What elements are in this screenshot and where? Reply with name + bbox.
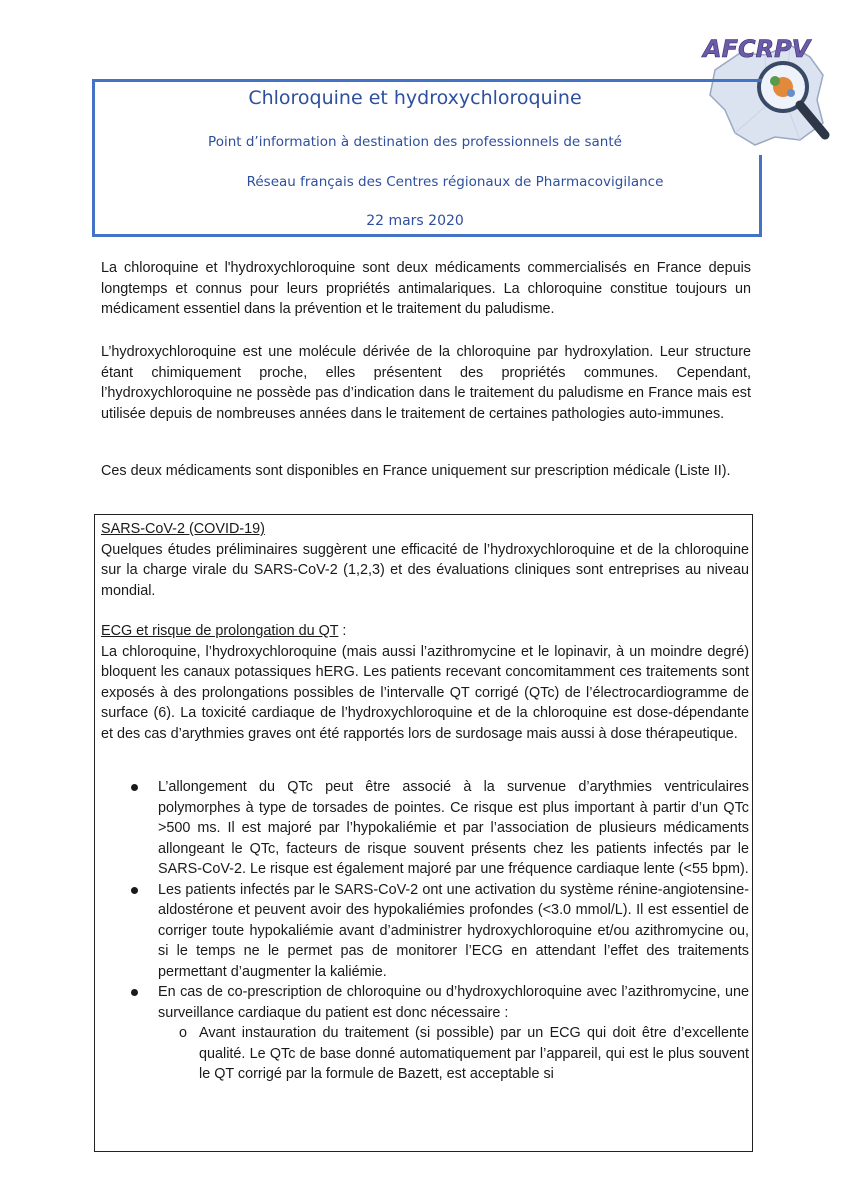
list-item <box>101 982 749 1085</box>
intro-paragraph-2: L’hydroxychloroquine est une molécule dérivée de la chloroquine par hydroxylation. Leur structure étant chimiquement proche, elles présentent des propriétés communes. Cependant, l’hydroxychloroquine ne possède pas d’indication dans le traitement du paludisme en France mais est utilisée depuis de nombreuses années dans le traitement de certaines pathologies auto-immunes. <box>101 344 751 422</box>
document-title: Chloroquine et hydroxychloroquine <box>248 87 582 109</box>
bullet-icon <box>131 989 138 996</box>
ecg-heading-line <box>101 621 749 642</box>
bullet-text: L’allongement du QTc peut être associé à la survenue d’arythmies ventriculaires polymorphes à type de torsades de pointes. Ce risque est plus important à partir d’un QTc >500 ms. Il est majoré par l’hypokaliémie et par l’association de plusieurs médicaments allongeant le QTc, facteurs de risque souvent présents chez les patients infectés par le SARS-CoV-2. Le risque est également majoré par une fréquence cardiaque lente (<55 bpm). <box>158 779 749 877</box>
intro-paragraph-3: Ces deux médicaments sont disponibles en France uniquement sur prescription médicale (Liste II). <box>101 463 731 479</box>
sub-bullet-icon: o <box>179 1025 188 1041</box>
network-name: Réseau français des Centres régionaux de Pharmacovigilance <box>246 174 664 190</box>
bullet-icon <box>131 887 138 894</box>
sub-list-item <box>101 1023 749 1085</box>
logo-text: AFCRPV <box>703 35 811 63</box>
sub-item-text: Avant instauration du traitement (si possible) par un ECG qui doit être d’excellente qualité. Le QTc de base donné automatiquement par l’appareil, qui est le plus souvent le QT corrigé par la formule de Bazett, est acceptable si <box>199 1025 749 1082</box>
info-box-content <box>101 519 749 1085</box>
sars-heading: SARS-CoV-2 (COVID-19) <box>101 521 265 537</box>
document-date: 22 mars 2020 <box>366 213 464 229</box>
list-item <box>101 777 749 880</box>
header-box-right-edge <box>759 155 762 237</box>
ecg-text: La chloroquine, l’hydroxychloroquine (mais aussi l’azithromycine et le lopinavir, à un moindre degré) bloquent les canaux potassiques hERG. Les patients recevant concomitamment ces traitements sont exposés à des prolongations possibles de l’intervalle QT corrigé (QTc) de l’électrocardiogramme de surface (6). La toxicité cardiaque de l’hydroxychloroquine et de la chloroquine est dose-dépendante et des cas d’arythmies graves ont été rapportés lors de surdosage mais aussi à dose thérapeutique. <box>101 643 749 742</box>
sars-text: Quelques études préliminaires suggèrent une efficacité de l’hydroxychloroquine et de la chloroquine sur la charge virale du SARS-CoV-2 (1,2,3) et des évaluations cliniques sont entreprises au niveau mondial. <box>101 541 749 599</box>
intro-paragraph-1: La chloroquine et l'hydroxychloroquine sont deux médicaments commercialisés en France depuis longtemps et connus pour leurs propriétés antimalariques. La chloroquine constitue toujours un médicament essentiel dans la prévention et le traitement du paludisme. <box>101 260 751 317</box>
bullet-list <box>101 777 749 1085</box>
document-subtitle: Point d’information à destination des professionnels de santé <box>208 134 622 150</box>
bullet-icon <box>131 784 138 791</box>
ecg-heading: ECG et risque de prolongation du QT <box>101 623 339 639</box>
ecg-heading-colon: : <box>338 623 347 639</box>
bullet-text: Les patients infectés par le SARS-CoV-2 ont une activation du système rénine-angiotensine-aldostérone et peuvent avoir des hypokaliémies profondes (<3.0 mmol/L). Il est essentiel de corriger toute hypokaliémie avant d’administrer hydroxychloroquine et/ou azithromycine ou, si le temps ne le permet pas de monitorer l’ECG en attendant l’effet des traitements permettant d’augmenter la kaliémie. <box>158 881 749 980</box>
list-item <box>101 880 749 983</box>
bullet-text: En cas de co-prescription de chloroquine ou d’hydroxychloroquine avec l’azithromycine, une surveillance cardiaque du patient est donc nécessaire : <box>158 984 749 1021</box>
sub-list <box>158 1023 749 1085</box>
